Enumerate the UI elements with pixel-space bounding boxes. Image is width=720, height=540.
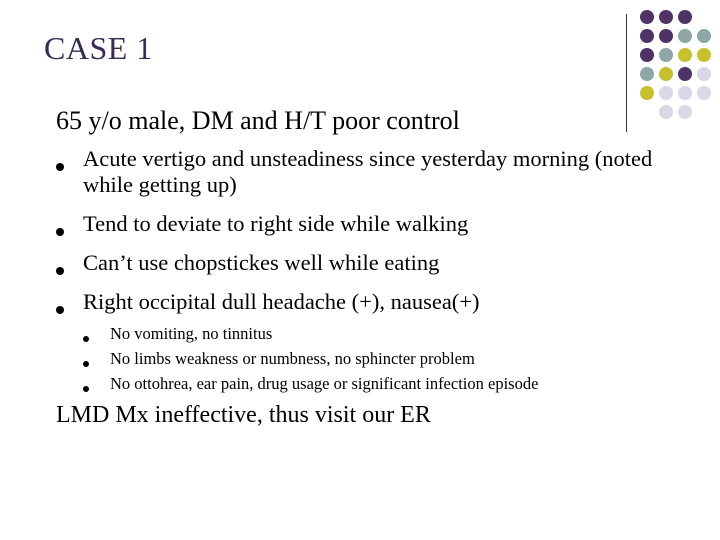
decorative-dot <box>678 29 692 43</box>
sub-list-item <box>56 349 696 369</box>
sub-list-item-text: No ottohrea, ear pain, drug usage or significant infection episode <box>110 374 539 393</box>
decorative-dot <box>659 67 673 81</box>
decorative-dot <box>697 48 711 62</box>
bullet-icon <box>56 259 64 285</box>
list-item <box>56 250 696 276</box>
sub-list-item <box>56 324 696 344</box>
decorative-dot <box>697 86 711 100</box>
decorative-dot <box>640 67 654 81</box>
list-item-text: Tend to deviate to right side while walking <box>83 211 469 236</box>
bullet-icon <box>56 155 64 181</box>
decorative-dot <box>697 29 711 43</box>
decorative-dot <box>640 10 654 24</box>
slide-title: CASE 1 <box>44 30 153 66</box>
bullet-icon <box>56 220 64 246</box>
bullet-icon <box>83 380 89 400</box>
list-item-text: Can’t use chopstickes well while eating <box>83 250 440 275</box>
list-item <box>56 289 696 394</box>
sub-list-item <box>56 374 696 394</box>
decorative-dot <box>678 67 692 81</box>
patient-summary: 65 y/o male, DM and H/T poor control <box>56 106 460 135</box>
list-item-text: Acute vertigo and unsteadiness since yesterday morning (noted while getting up) <box>83 146 653 197</box>
list-item <box>56 211 696 237</box>
list-item-text: Right occipital dull headache (+), nausea(+) <box>83 289 480 314</box>
symptom-list <box>56 146 696 394</box>
decorative-dot <box>640 86 654 100</box>
sub-list-item-text: No vomiting, no tinnitus <box>110 324 273 343</box>
decorative-dot <box>659 29 673 43</box>
decorative-dot <box>640 48 654 62</box>
bullet-icon <box>56 298 64 324</box>
decorative-dot <box>678 86 692 100</box>
decorative-dot <box>678 48 692 62</box>
decorative-dot <box>659 10 673 24</box>
decorative-dot <box>640 29 654 43</box>
sub-list-item-text: No limbs weakness or numbness, no sphincter problem <box>110 349 475 368</box>
decorative-dot <box>659 48 673 62</box>
negative-findings-list <box>56 324 696 394</box>
bullet-icon <box>83 330 89 350</box>
decorative-dot-grid <box>640 10 720 120</box>
decorative-dot <box>678 10 692 24</box>
decorative-dot <box>659 86 673 100</box>
list-item <box>56 146 696 198</box>
conclusion-text: LMD Mx ineffective, thus visit our ER <box>56 402 431 428</box>
bullet-icon <box>83 355 89 375</box>
slide-body <box>56 106 696 429</box>
decorative-dot <box>697 67 711 81</box>
